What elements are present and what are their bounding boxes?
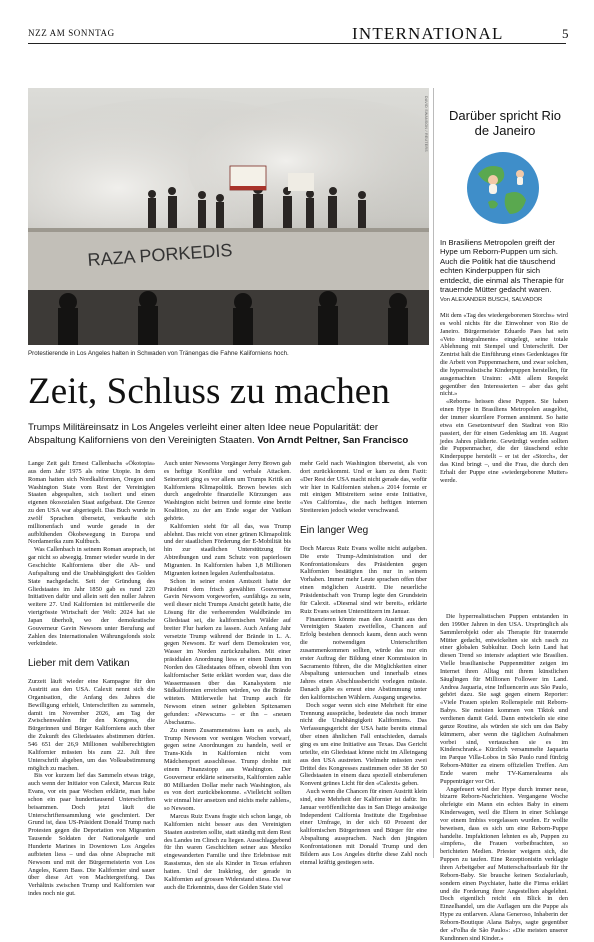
body-paragraph: Was Callenbach in seinem Roman ansprach, ist gar nicht so abwegig. Immer wieder wurde in der Geschichte Kaliforniens über die Ab- und Aufspaltung und die Unabhängigkeit des Golden State nachgedacht. Seit der Gründung des Gliedstaates im Jahr 1850 gab es rund 220 Initiativen dafür und allein seit den nuller Jahren weitere 27. Und Kalifornien ist mittlerweile die viertgrösste Wirtschaft der Welt: 2024 hat sie Japan überholt, wo der demokratische Gouverneur Gavin Newsom unter Berufung auf Zahlen des Internationalen Währungsfonds stolz verkündete. — [28, 546, 155, 648]
photo-credit: DAVID SWANSON / REUTERS — [424, 96, 428, 152]
body-paragraph: Zurzeit läuft wieder eine Kampagne für den Austritt aus den USA. Calexit nennt sich die Organisation, die Anfang des Jahres die Bewilligung erhielt, Unterschriften zu sammeln, damit im November 2026, am Tag der Zwischenwahlen für den Kongress, die Bürgerinnen und Bürger Kaliforniens auch über die Zukunft des Gliedstaates abstimmen dürfen. 546 651 der 26,9 Millionen wahlberechtigten Kalifornier müssten bis zum 22. Juli ihre Unterschrift abgeben, um das Volksabstimmung möglich zu machen. — [28, 678, 155, 772]
body-paragraph: Auch wenn die Chancen für einen Austritt klein sind, eine Mehrheit der Kalifornier ist dafür. Im Januar veröffentlichte das in San Diego ansässige Independent California Institute die Ergebnisse einer Umfrage, in der sich 60 Prozent der kalifornischen Bürgerinnen und Bürger für eine Abspaltung aussprachen. Nach den jüngsten Konfrontationen mit Donald Trump und den Bildern aus Los Angeles dürfte diese Zahl noch einmal kräftig gestiegen sein. — [300, 788, 427, 866]
article-deck — [28, 421, 428, 447]
section-title: INTERNATIONAL — [352, 24, 504, 43]
sidebar-author: Von ALEXANDER BUSCH, SALVADOR — [440, 297, 543, 303]
photo-caption: Protestierende in Los Angeles halten in Schwaden von Tränengas die Fahne Kaliforniens hoch. — [28, 350, 289, 357]
newspaper-name: NZZ AM SONNTAG — [28, 28, 115, 38]
article-column-2 — [164, 460, 291, 891]
deck-text: Trumps Militäreinsatz in Los Angeles verleiht einer alten Idee neue Popularität: der Abspaltung Kaliforniens von den Vereinigten Staaten. — [28, 422, 379, 447]
body-paragraph: Schon in seiner ersten Amtszeit hatte der Präsident dem frisch gewählten Gouverneur Gavin Newsom vorgeworfen, «unfähig» zu sein, weil dieser nicht Trumps Ansicht geteilt hatte, die Lösung für die verheerenden Waldbrände im Gliedstaat sei, die kalifornischen Wälder auf breiter Flur harken zu lassen. Auch Anfang Jahr versetzte Trump während der Brände in L. A. gegen Newsom. Er warf dem Demokraten vor, Wasser im Norden zurückzuhalten. Mit einer präsidialen Anordnung liess er einen Damm im Norden des Gliedstaates öffnen, obwohl ihm von kalifornischer Seite erklärt worden war, dass die Wassermassen über das Kanalsystem nie Südkalifornien erreichen würden, wo die Brände wüteten. Mittlerweile hat Trump auch für Newsom einen seiner geliebten Spitznamen gefunden: «Newscum» – er ihn – «neuen Abschaum». — [164, 577, 291, 726]
sidebar-title: Darüber spricht Rio de Janeiro — [449, 108, 561, 138]
sidebar-deck: In Brasiliens Metropolen greift der Hype um Reborn-Puppen um sich. Auch die Politik hat die täuschend echten Kinderpuppen für sich entdeckt, die einmal als Therapie für trauernde Mütter gedacht waren. — [440, 238, 564, 295]
sidebar-paragraph: Mit dem «Tag des wiedergeborenen Storchs» wird es wohl nichts für die Einwohner von Rio de Janeiro. Bürgermeister Eduardo Paes hat sein «Veto integralmente» eingelegt, seine totale Ablehnung mit Stempel und Unterschrift. Der Zentrist hält die Einführung eines Gedenktages für die Arbeit von Puppenmachern, und zwar solchen, die hyperrealistische Kinderpuppen herstellen, für ausgemachten Unsinn: «Mit allem Respekt gegenüber den Interessierten – aber das geht nicht.» — [440, 312, 568, 398]
body-paragraph: Bis vor kurzem lief das Sammeln etwas träge, auch wenn der Initiator von Calexit, Marcus Ruiz Evans, vor ein paar Wochen erklärte, man habe schon ein paar hunderttausend Unterschriften beisammen. Doch jetzt läuft die Unterschriftensammlung wie geschmiert. Der Grund ist, dass US-Präsident Donald Trump nach Protesten gegen die Deportation von Migranten Tausende Soldaten der Nationalgarde und Hunderte Marines in Downtown Los Angeles aufbieten liess – und das ohne Absprache mit Newsom und mit der Bürgermeisterin von Los Angeles, Karen Bass. Die Kalifornier sind sauer über diese Art von Machtergreifung. Das Verhältnis zwischen Trump und Kalifornien war indes noch nie gut. — [28, 772, 155, 898]
wall-graffiti: RAZA PORKEDIS — [86, 239, 233, 270]
page-number: 5 — [562, 26, 569, 41]
article-byline: Von Arndt Peltner, San Francisco — [257, 435, 409, 447]
body-paragraph: Lange Zeit galt Ernest Callenbachs «Ökotopia» aus dem Jahr 1975 als reine Utopie. In dem Roman hatten sich Nordkalifornien, Oregon und Washington State vom Rest der Vereinigten Staaten abgespalten, sich isoliert und einen eigenen ökosozialen Staat aufgebaut. Die Grenze zu den USA war abgeriegelt. Das Buch wurde in zwölf Sprachen übersetzt, verkaufte sich millionenfach und wurde gerade in der aufblühenden Ökobewegung in Europa und Nordamerika zum Kultbuch. — [28, 460, 155, 546]
sidebar-body — [440, 312, 568, 485]
body-paragraph: Kalifornien steht für all das, was Trump ablehnt. Das reicht von einer grünen Klimapolitik und der staatlichen Förderung der E-Mobilität bis hin zur staatlichen Unterstützung für Abtreibungen und zum Schutz von papierlosen Migranten. In Kalifornien haben 1,8 Millionen Migranten keinen legalen Aufenthaltsstatus. — [164, 522, 291, 577]
article-column-3 — [300, 460, 427, 867]
reborn-globe-illustration — [448, 144, 558, 229]
body-paragraph: mehr Geld nach Washington überweist, als von dort zurückkommt. Und er kam zu dem Fazit: «Der Rest der USA macht nicht gerade das, wofür wir hier in Kalifornien stehen.» 2014 formte er mit einigen Mitstreitern seine erste Initiative, «Yes California», die nach heftigen internen Streitereien jedoch wieder verschwand. — [300, 460, 427, 515]
header-rule — [28, 43, 566, 44]
body-paragraph: Finanzieren könnte man den Austritt aus den Vereinigten Staaten zweifellos, Chancen auf Erfolg bestehen dennoch kaum, denn auch wenn die notwendigen Unterschriften zusammenkommen sollten, würde das nur ein erster Auftrag der Bildung einer Kommission in Sacramento führen, die die Möglichkeiten einer Abspaltung untersuchen und innerhalb eines Jahres einen Abschlussbericht vorlegen müsste. Danach gäbe es erneut eine Abstimmung unter den kalifornischen Wählern. Ausgang ungewiss. — [300, 615, 427, 701]
page-header — [0, 0, 594, 44]
body-paragraph: Doch sogar wenn sich eine Mehrheit für eine Trennung ausspräche, bedeutete das noch immer nicht die Unabhängigkeit Kaliforniens. Das Verfassungsgericht der USA hatte bereits einmal über einen ähnlichen Fall entschieden, damals ging es um eine Initiative aus Texas. Das Gericht urteilte, ein Gliedstaat könne nicht im Alleingang aus den USA austreten. Vielmehr müssten zwei Drittel des Kongresses zustimmen oder 38 der 50 Gliedstaaten in einem dazu speziell einberufenen Konvent grünes Licht für den «Calexit» geben. — [300, 701, 427, 788]
article-column-1 — [28, 460, 155, 898]
subheading: Lieber mit dem Vatikan — [28, 658, 130, 670]
subheading: Ein langer Weg — [300, 524, 369, 536]
article-headline: Zeit, Schluss zu machen — [28, 371, 390, 412]
body-paragraph: Doch Marcus Ruiz Evans wollte nicht aufgeben. Die erste Trump-Administration und der Konfrontationskurs des Präsidenten gegen Kalifornien bestätigten ihn nur in seinem Vorhaben. Immer mehr Leute sprachen offen über einen möglichen Austritt. Die neuerliche Präsidentschaft von Trump legte den Grundstein für Calexit. «Diesmal sind wir bereit», erklärte Ruiz Evans seinen Unterstützern im Januar. — [300, 544, 427, 615]
body-paragraph: Zu einem Zusammenstoss kam es auch, als Trump Newsom vor wenigen Wochen vorwarf, gegen seine Anordnungen zu handeln, weil er Trans-Kids in Kalifornien nicht vom Mädchensport ausschliesse. Trump drohte mit einem Finanzstopp aus Washington. Der Gouverneur erklärte seinerseits, Kalifornien zahle 80 Milliarden Dollar mehr nach Washington, als es von dort zurückbekomme. «Vielleicht sollten wir einmal hier ansetzen und nichts mehr zahlen», so Newsom. — [164, 726, 291, 813]
body-paragraph: Marcus Ruiz Evans fragte sich schon lange, ob Kalifornien nicht besser aus den Vereinigten Staaten austreten sollte, statt ständig mit dem Rest des Landes im Clinch zu liegen. Ausschlaggebend für ihn waren Geschichten seiner aus Mexiko eingewanderten Familie und ihre Erlebnisse mit Rassismus, den sie als Kinder in Texas erfahren hatten. Und der Irakkrieg, der gerade in Kalifornien auf grossen Widerstand stiess. Da war auch die Erkenntnis, dass der Golden State viel — [164, 812, 291, 891]
sidebar-paragraph: «Reborn» heissen diese Puppen. Sie haben einen Hype in Brasiliens Metropolen ausgelöst, der immer skurrilere Formen annimmt. So hatte etwa ein Gesetzentwurf den Stadtrat von Rio passiert, der für einen Gedenktag am 18. August jedes Jahres plädierte. Gewürdigt werden sollten die Puppenmacher, die der täuschend echte Kinderpuppe herstellt – er ist der «Storch», der das Kind bringt –, und die Frau, die durch den Erhalt der Puppe eine «wiedergeborene Mutter» werde. — [440, 398, 568, 484]
sidebar-divider — [433, 88, 434, 858]
sidebar-paragraph: Angefeuert wird der Hype durch immer neue, bizarre Reborn-Nachrichten. Vergangene Woche ohrfeigte ein Mann ein echtes Baby in einem Kinderwagen, weil die Eltern in einer Schlange vor einem Imbiss vorgelassen wurden. Er wollte beweisen, dass es sich um eine Reborn-Puppe handelte. Impfaktionen lehnten es ab, Puppen zu «impfen», die Frauen vorbeibrachten, so berichteten Medien. Priester weigern sich, die Puppen zu taufen. Eine Rezeptionistin verklagte ihren Arbeitgeber auf Mutterschaftsurlaub für ihr Reborn-Baby. Sie brauche keinen Sozialurlaub, sondern einen Psychiater, hatte die Firma erklärt und die Forderung ihrer Angestellten abgelehnt. Doch eigentlich reicht ein Blick in den Einzelhandel, um die Auflagen um die Puppe als Hype zu entlarven. Alana Generoso, Inhaberin der Reborn-Boutique Alana Babys, sagte gegenüber der «Folha de São Paulo»: «Die meisten unserer Kundinnen sind Kinder.» — [440, 785, 568, 942]
sidebar-column-continued — [440, 613, 568, 942]
body-paragraph: Auch unter Newsoms Vorgänger Jerry Brown gab es heftige Konflikte und verbale Attacken. Seinerzeit ging es vor allem um Trumps Kritik an Kaliforniens Klimapolitik. Brown bewies sich durch angedrohte finanzielle Kürzungen aus Washington nicht beirren und formte eine breite Koalition, zu der am Ende sogar der Vatikan gehörte. — [164, 460, 291, 522]
protest-photo-illustration — [28, 88, 429, 345]
protest-photo — [28, 88, 429, 345]
sidebar-paragraph: Die hyperrealistischen Puppen entstanden in den 1990er Jahren in den USA. Ursprünglich als Sammlerobjekt oder als Therapie für trauernde Mütter gedacht, entwickelten sie sich rasch zu einer globalen Subkultur. Doch kein Land hat diesen Trend so intensiv adaptiert wie Brasilien. Vielle brasilianische Puppenmütter zeigen im Internet ihren Alltag mit ihrem künstlichen Säuglingen für Millionen Follower im Land. Andrea Jaquaria, eine Influencerin aus São Paulo, gehört dazu. Sie sagt gegen einem Reporter: «Viele Frauen spielen Rollenspiele mit Reborn-Babys. Sie meisten kommen von Tiktok und verdienen damit Geld. Dann entwickeln sie eine ganze Routine, als würden sie sich um das Baby kümmern, aber wenn die täglichen Aufnahmen vorbei sind, vertauschen sie es im Kinderschrank.» Kürzlich versammelte Jaquaria im Parque Villa-Lobos in São Paulo rund fünfzig Reborn-Mütter zu einem offiziellen Treffen. Am Ende waren mehr TV-Kameraleams als Puppenträger vor Ort. — [440, 613, 568, 785]
